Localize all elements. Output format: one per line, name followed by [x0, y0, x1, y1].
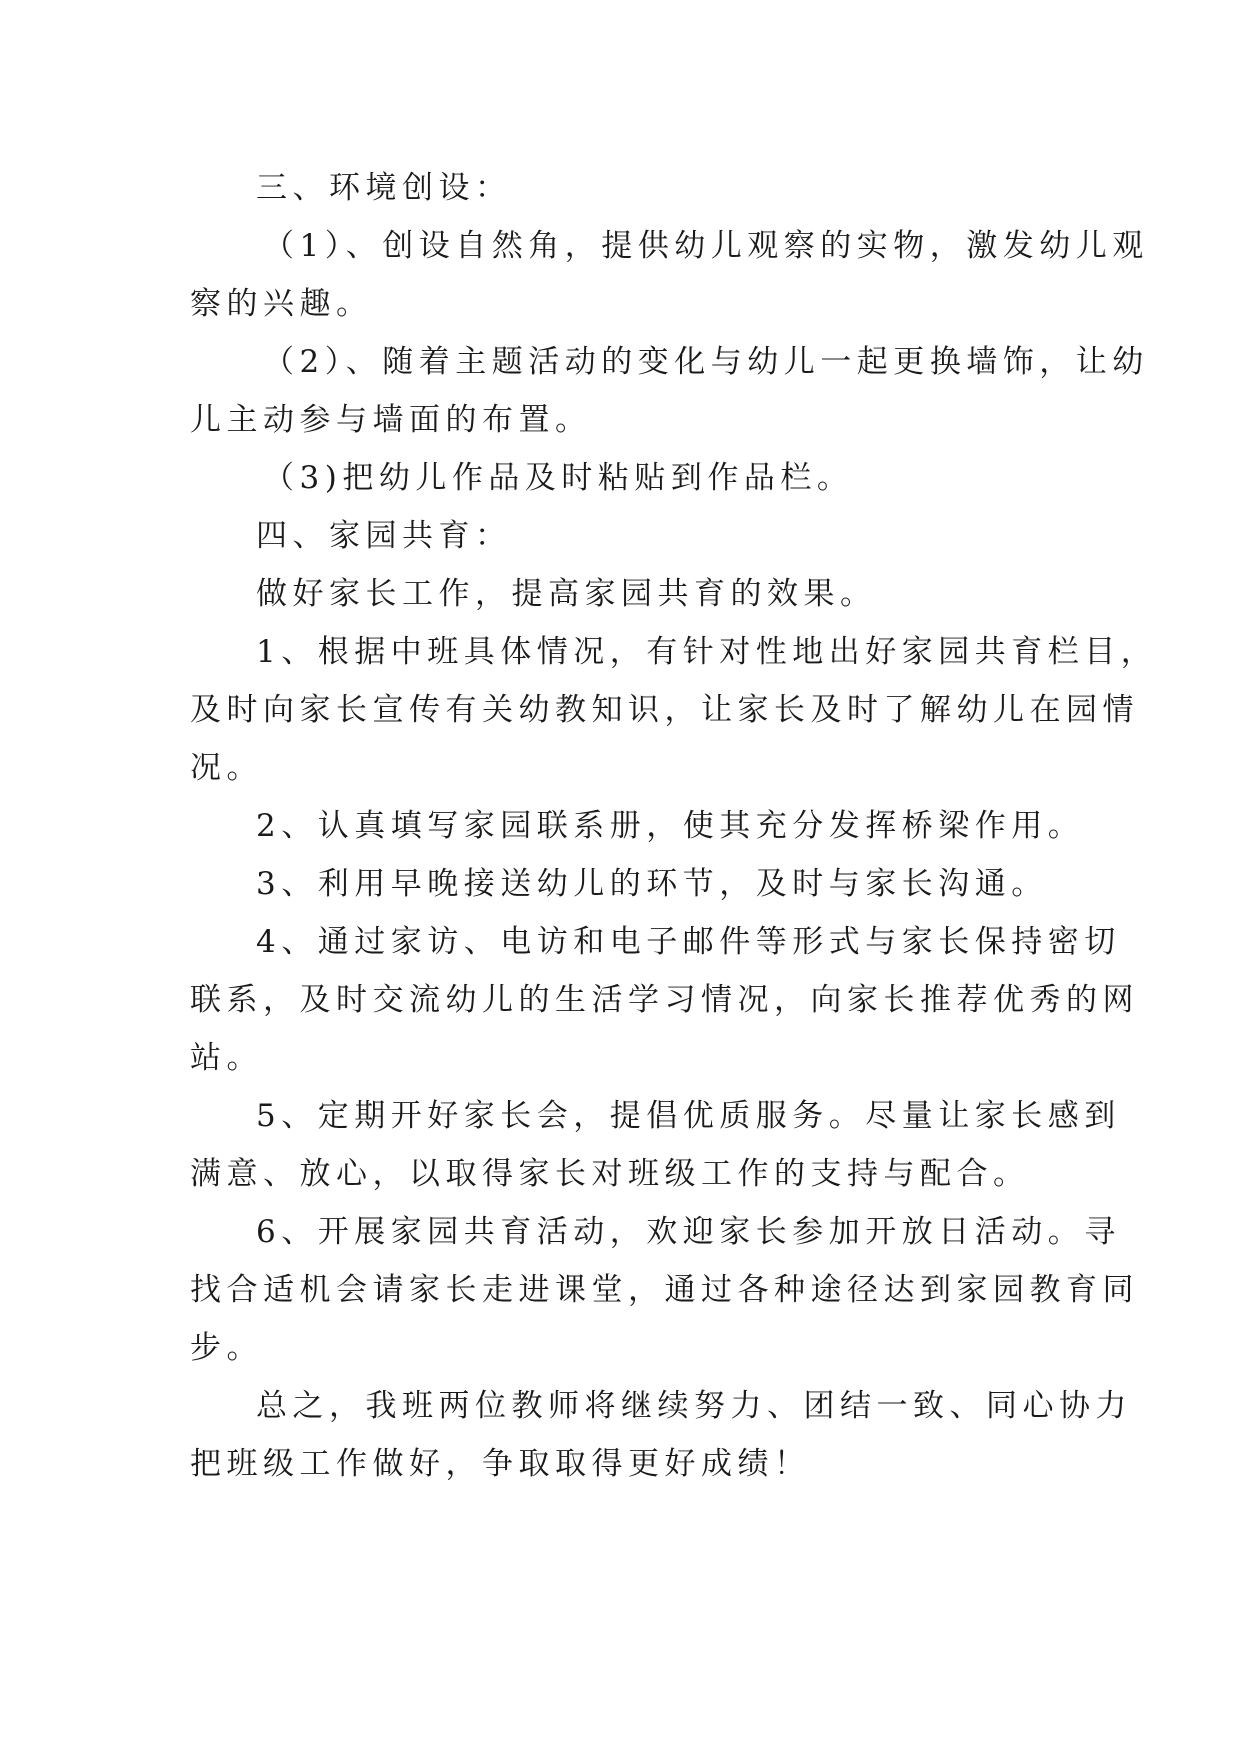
paragraph-line: 况。 [190, 750, 263, 786]
paragraph-line: 总之，我班两位教师将继续努力、团结一致、同心协力 [256, 1388, 1132, 1424]
paragraph-line: 步。 [190, 1330, 263, 1366]
section-heading-environment: 三、环境创设： [256, 170, 512, 206]
section-heading-home-school: 四、家园共育： [256, 518, 512, 554]
paragraph-line: 1、根据中班具体情况，有针对性地出好家园共育栏目， [256, 634, 1158, 670]
paragraph-line: 把班级工作做好，争取取得更好成绩！ [190, 1446, 811, 1482]
paragraph-line: 3、利用早晚接送幼儿的环节，及时与家长沟通。 [256, 866, 1048, 902]
paragraph-line: 联系，及时交流幼儿的生活学习情况，向家长推荐优秀的网 [190, 982, 1139, 1018]
paragraph-line: 5、定期开好家长会，提倡优质服务。尽量让家长感到 [256, 1098, 1121, 1134]
paragraph-line: 找合适机会请家长走进课堂，通过各种途径达到家园教育同 [190, 1272, 1139, 1308]
paragraph-line: 做好家长工作，提高家园共育的效果。 [256, 576, 877, 612]
paragraph-line: 6、开展家园共育活动，欢迎家长参加开放日活动。寻 [256, 1214, 1121, 1250]
paragraph-line: （3)把幼儿作品及时粘贴到作品栏。 [263, 460, 854, 496]
paragraph-line: 及时向家长宣传有关幼教知识，让家长及时了解幼儿在园情 [190, 692, 1139, 728]
paragraph-line: 察的兴趣。 [190, 286, 373, 322]
paragraph-line: 满意、放心，以取得家长对班级工作的支持与配合。 [190, 1156, 1030, 1192]
paragraph-line: 站。 [190, 1040, 263, 1076]
paragraph-line: 2、认真填写家园联系册，使其充分发挥桥梁作用。 [256, 808, 1085, 844]
paragraph-line: （1）、创设自然角，提供幼儿观察的实物，激发幼儿观 [263, 228, 1149, 264]
paragraph-line: （2）、随着主题活动的变化与幼儿一起更换墙饰，让幼 [263, 344, 1149, 380]
paragraph-line: 4、通过家访、电访和电子邮件等形式与家长保持密切 [256, 924, 1121, 960]
paragraph-line: 儿主动参与墙面的布置。 [190, 402, 592, 438]
